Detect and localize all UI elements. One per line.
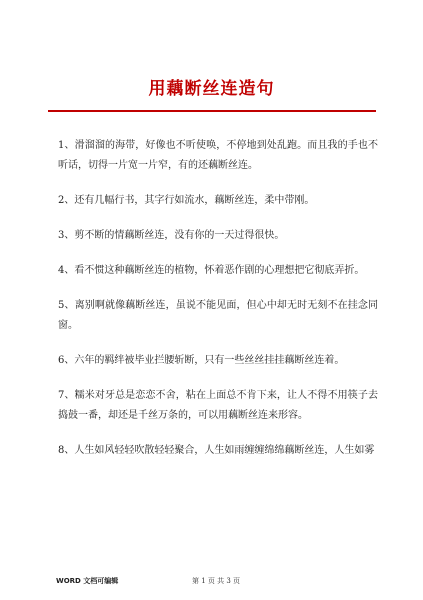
- list-item: 7、糯米对牙总是恋恋不舍，粘在上面总不肯下来，让人不得不用筷子去捣鼓一番，却还是千丝万条的，可以用藕断丝连来形容。: [58, 390, 378, 421]
- footer-editable-note: WORD 文档可编辑: [56, 577, 119, 585]
- list-item: 5、离别啊就像藕断丝连，虽说不能见面，但心中却无时无刻不在挂念同窗。: [58, 300, 378, 331]
- page-footer: [56, 576, 376, 590]
- list-item: 6、六年的羁绊被毕业拦腰斩断，只有一些丝丝挂挂藕断丝连着。: [58, 355, 345, 366]
- list-item: 3、剪不断的情藕断丝连，没有你的一天过得很快。: [58, 230, 285, 241]
- footer-page-number: 第 1 页 共 3 页: [191, 577, 241, 585]
- list-item: 8、人生如风轻轻吹散轻轻聚合，人生如雨缠缠绵绵藕断丝连，人生如雾: [58, 445, 375, 456]
- page-title: 用藕断丝连造句: [148, 79, 275, 99]
- list-item: 2、还有几幅行书，其字行如流水，藕断丝连，柔中带刚。: [58, 195, 315, 206]
- sentence-list: [58, 136, 378, 476]
- list-item: 1、滑溜溜的海带，好像也不听使唤，不停地到处乱跑。而且我的手也不听话，切得一片宽一片窄，有的还藕断丝连。: [58, 140, 378, 171]
- title-divider: [48, 110, 376, 112]
- list-item: 4、看不惯这种藕断丝连的植物，怀着恶作剧的心理想把它彻底弄折。: [58, 265, 365, 276]
